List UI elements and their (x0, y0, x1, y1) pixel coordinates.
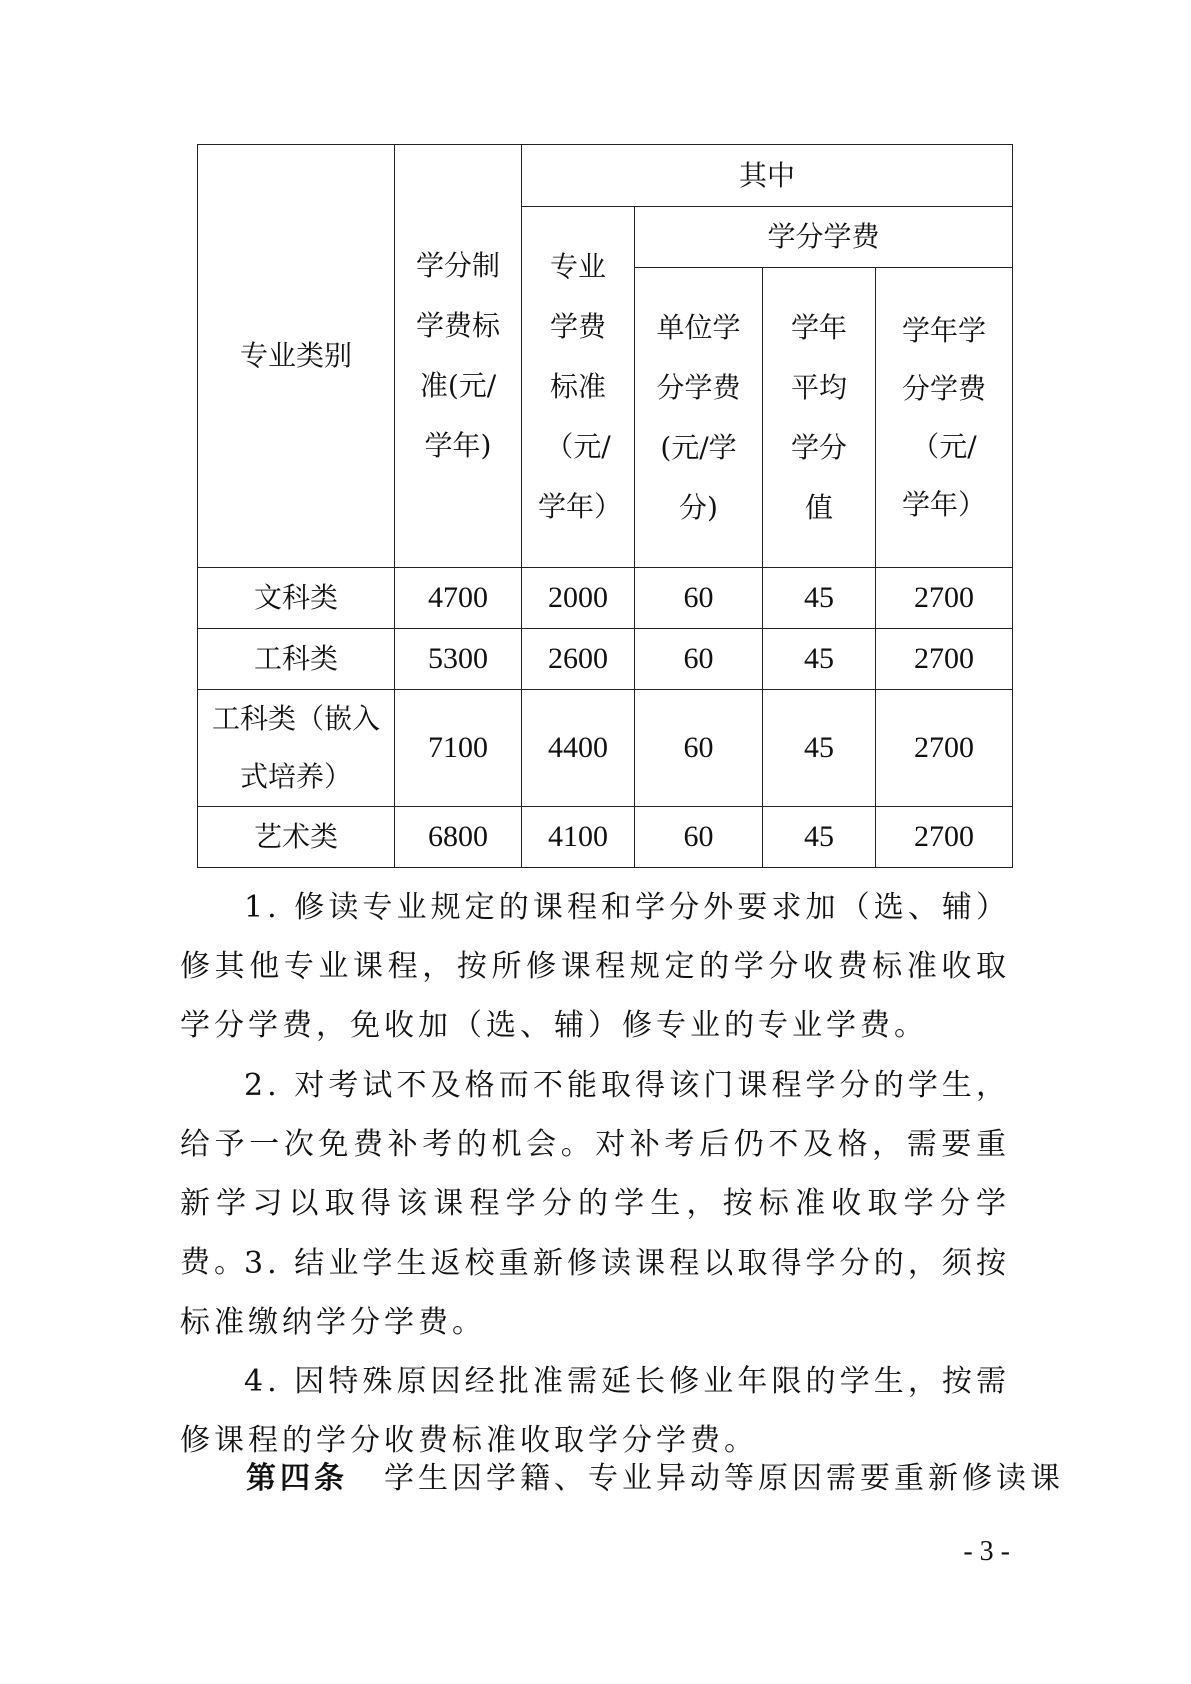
note-2: 2. 对考试不及格而不能取得该门课程学分的学生，给予一次免费补考的机会。对补考后仍不及格，需要重新学习以取得该课程学分的学生，按标准收取学分学费。 (180, 1068, 1010, 1280)
row-category: 艺术类 (198, 807, 395, 868)
row-category: 文科类 (198, 568, 395, 629)
row-annual: 2700 (876, 690, 1013, 807)
row-category: 工科类 (198, 629, 395, 690)
row-annual: 2700 (876, 568, 1013, 629)
header-unit-credit-fee: 单位学分学费(元/学分) (635, 268, 763, 568)
note-4: 4. 因特殊原因经批准需延长修业年限的学生，按需修课程的学分收费标准收取学分学费。 (180, 1364, 1010, 1458)
row-major: 4400 (522, 690, 635, 807)
header-of-which: 其中 (522, 145, 1013, 207)
header-annual-credit-fee: 学年学分学费（元/学年） (876, 268, 1013, 568)
row-unit: 60 (635, 629, 763, 690)
row-total: 5300 (395, 629, 522, 690)
article-4 (246, 1453, 1064, 1497)
row-total: 7100 (395, 690, 522, 807)
row-total: 6800 (395, 807, 522, 868)
table-row (198, 690, 1013, 807)
row-category: 工科类（嵌入式培养） (198, 690, 395, 807)
row-major: 2600 (522, 629, 635, 690)
header-credit-fee: 学分学费 (635, 207, 1013, 268)
fee-standard-table (197, 144, 1013, 868)
header-major-fee: 专业学费标准（元/学年） (522, 207, 635, 568)
row-major: 4100 (522, 807, 635, 868)
header-credit-total: 学分制学费标准(元/学年) (395, 145, 522, 568)
page-number: - 3 - (963, 1536, 1010, 1567)
row-unit: 60 (635, 807, 763, 868)
article-label: 第四条 (246, 1461, 348, 1496)
table-row (198, 568, 1013, 629)
table-row (198, 807, 1013, 868)
row-annual: 2700 (876, 807, 1013, 868)
row-avg: 45 (763, 690, 876, 807)
row-unit: 60 (635, 690, 763, 807)
row-avg: 45 (763, 568, 876, 629)
header-category: 专业类别 (198, 145, 395, 568)
header-avg-credits: 学年平均学分值 (763, 268, 876, 568)
note-1: 1. 修读专业规定的课程和学分外要求加（选、辅）修其他专业课程，按所修课程规定的学分收费标准收取学分学费，免收加（选、辅）修专业的专业学费。 (180, 890, 1010, 1043)
row-avg: 45 (763, 807, 876, 868)
row-annual: 2700 (876, 629, 1013, 690)
row-total: 4700 (395, 568, 522, 629)
article-text: 学生因学籍、专业异动等原因需要重新修读课 (384, 1461, 1064, 1496)
table-row (198, 629, 1013, 690)
note-3: 3. 结业学生返校重新修读课程以取得学分的，须按标准缴纳学分学费。 (180, 1246, 1010, 1340)
row-avg: 45 (763, 629, 876, 690)
row-major: 2000 (522, 568, 635, 629)
row-unit: 60 (635, 568, 763, 629)
